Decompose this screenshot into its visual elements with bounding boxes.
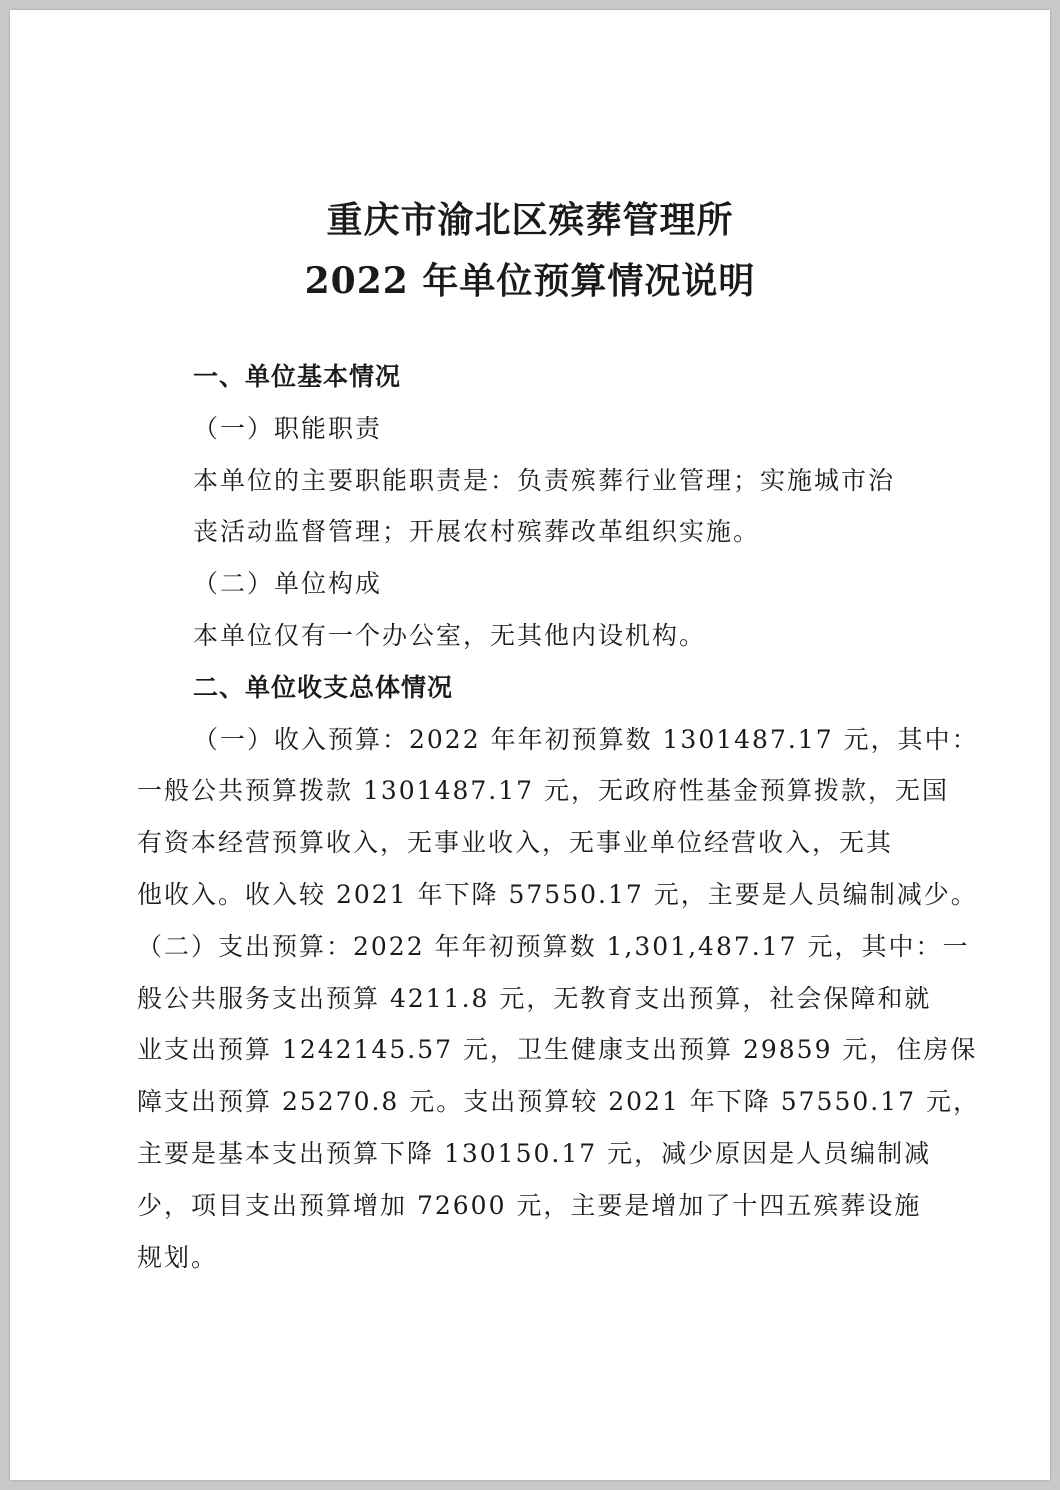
document-title: 重庆市渝北区殡葬管理所	[326, 199, 734, 241]
paragraph-line: 主要是基本支出预算下降 130150.17 元，减少原因是人员编制减	[137, 1139, 932, 1168]
paragraph-line: （二）支出预算：2022 年年初预算数 1,301,487.17 元，其中：一	[137, 931, 970, 961]
section-heading: 二、单位收支总体情况	[193, 672, 454, 702]
paragraph-line: （二）单位构成	[193, 569, 383, 599]
paragraph-line: 本单位的主要职能职责是：负责殡葬行业管理；实施城市治	[193, 465, 896, 495]
document-subtitle: 2022 年单位预算情况说明	[304, 260, 756, 302]
paragraph-line: 般公共服务支出预算 4211.8 元，无教育支出预算，社会保障和就	[137, 983, 932, 1013]
paragraph-line: 一般公共预算拨款 1301487.17 元，无政府性基金预算拨款，无国	[137, 776, 949, 806]
paragraph-line: （一）收入预算：2022 年年初预算数 1301487.17 元，其中：	[193, 724, 979, 754]
document-page	[10, 10, 1050, 1480]
paragraph-line: 少，项目支出预算增加 72600 元，主要是增加了十四五殡葬设施	[137, 1190, 922, 1220]
paragraph-line: 丧活动监督管理；开展农村殡葬改革组织实施。	[193, 517, 761, 547]
paragraph-line: 本单位仅有一个办公室，无其他内设机构。	[193, 621, 707, 650]
paragraph-line: 规划。	[137, 1242, 219, 1272]
paragraph-line: 他收入。收入较 2021 年下降 57550.17 元，主要是人员编制减少。	[137, 880, 978, 909]
paragraph-line: 障支出预算 25270.8 元。支出预算较 2021 年下降 57550.17 元，	[137, 1087, 980, 1117]
document-body	[10, 10, 1050, 1480]
paragraph-line: 有资本经营预算收入，无事业收入，无事业单位经营收入，无其	[137, 828, 894, 858]
section-heading: 一、单位基本情况	[193, 362, 402, 391]
paragraph-line: （一）职能职责	[193, 413, 383, 443]
paragraph-line: 业支出预算 1242145.57 元，卫生健康支出预算 29859 元，住房保	[137, 1035, 978, 1065]
